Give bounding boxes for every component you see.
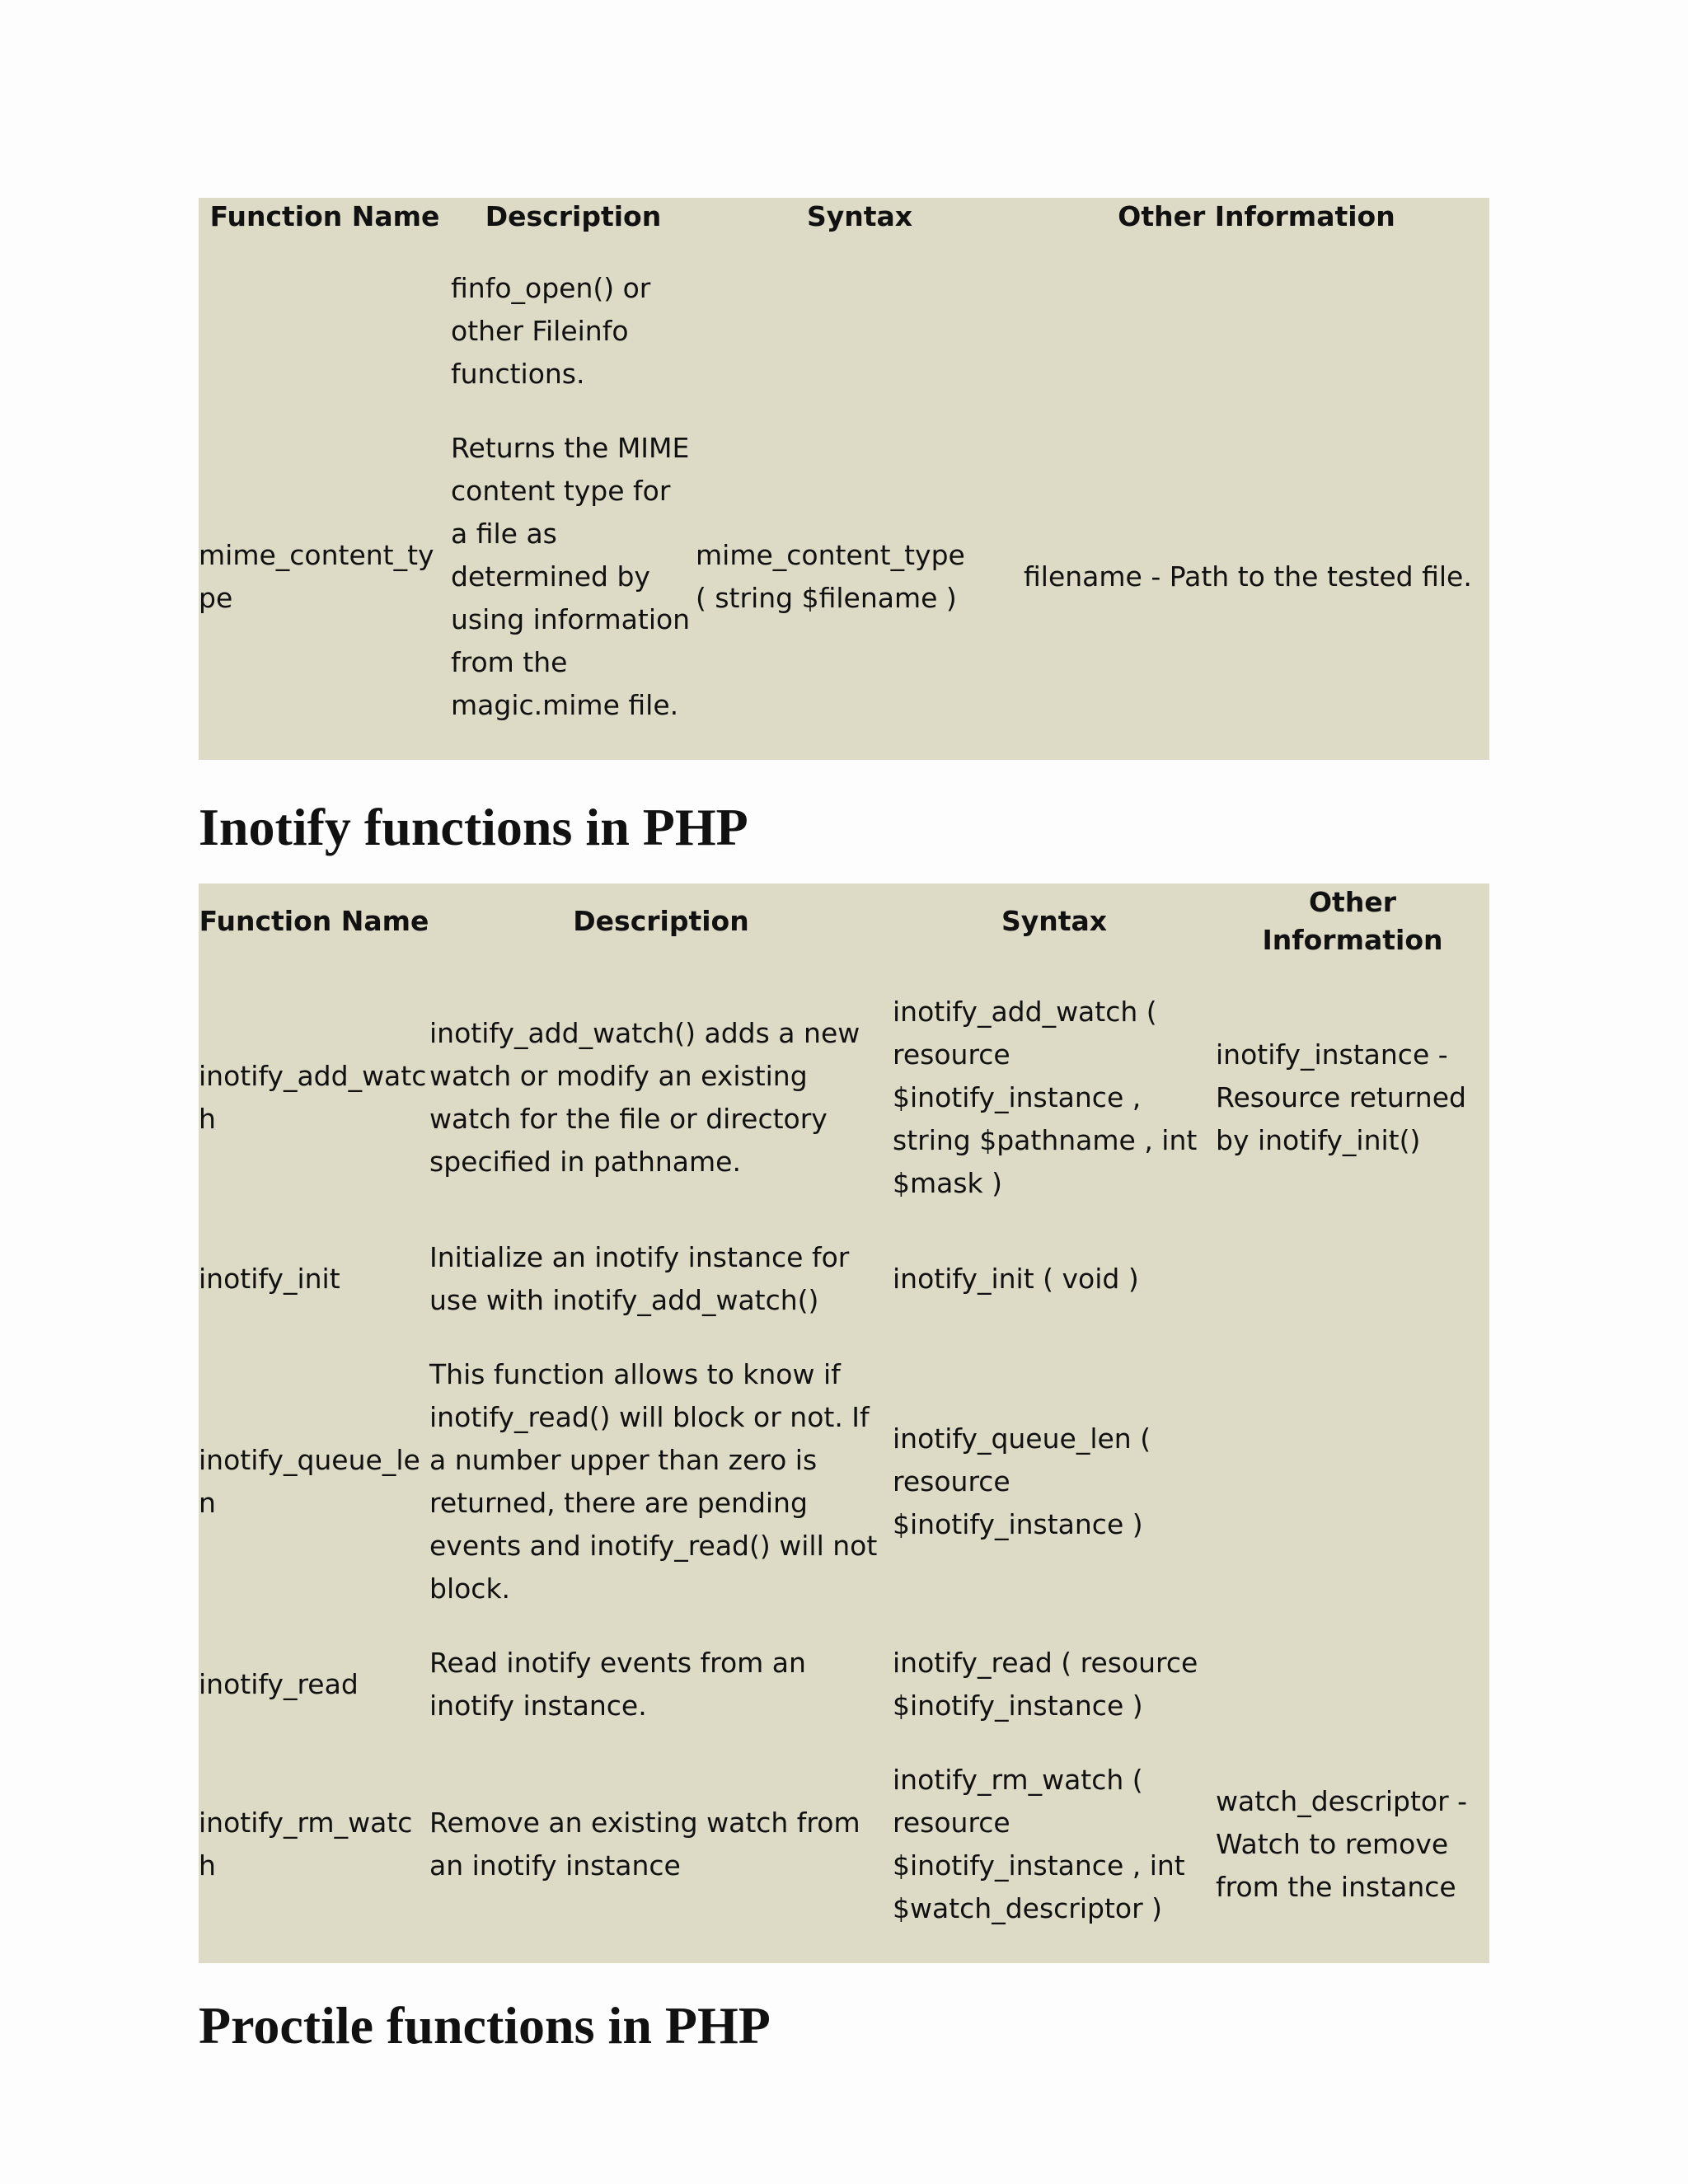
cell-other-information: watch_descriptor - Watch to remove from the instance xyxy=(1216,1785,1468,1903)
cell-syntax: inotify_queue_len ( resource $inotify_instance ) xyxy=(893,1422,1151,1540)
header-syntax: Syntax xyxy=(806,200,913,232)
cell-description: Read inotify events from an inotify instance. xyxy=(429,1647,806,1722)
cell-syntax xyxy=(696,236,1024,396)
table-header-row xyxy=(199,198,1489,236)
header-syntax: Syntax xyxy=(1001,905,1108,937)
header-description: Description xyxy=(485,200,662,232)
mime-functions-table xyxy=(199,198,1489,760)
cell-other-information xyxy=(1216,1205,1489,1322)
header-function-name: Function Name xyxy=(209,200,440,232)
table-row xyxy=(199,1610,1489,1727)
proctile-section-heading: Proctile functions in PHP xyxy=(199,1996,771,2055)
cell-syntax: inotify_read ( resource $inotify_instance ) xyxy=(893,1647,1198,1722)
cell-function-name: inotify_init xyxy=(199,1263,340,1295)
cell-syntax: inotify_add_watch ( resource $inotify_instance , string $pathname , int $mask ) xyxy=(893,996,1198,1199)
cell-syntax: inotify_rm_watch ( resource $inotify_instance , int $watch_descriptor ) xyxy=(893,1764,1185,1924)
cell-other-information: filename - Path to the tested file. xyxy=(1024,560,1472,593)
cell-description: inotify_add_watch() adds a new watch or modify an existing watch for the file or directory specified in pathname. xyxy=(429,1017,860,1178)
table-row xyxy=(199,1205,1489,1322)
cell-function-name: inotify_add_watch xyxy=(199,1060,427,1135)
cell-function-name: inotify_read xyxy=(199,1668,359,1700)
cell-other-information xyxy=(1216,1610,1489,1727)
cell-description: finfo_open() or other Fileinfo functions. xyxy=(451,272,651,390)
document-page xyxy=(199,198,1489,2055)
header-other-information: Other Information xyxy=(1262,886,1443,956)
inotify-section-heading: Inotify functions in PHP xyxy=(199,798,748,856)
cell-description: Remove an existing watch from an inotify instance xyxy=(429,1807,860,1882)
header-function-name: Function Name xyxy=(199,905,429,937)
cell-other-information: inotify_instance - Resource returned by inotify_init() xyxy=(1216,1038,1466,1156)
table-header-row xyxy=(199,883,1489,959)
table-row xyxy=(199,959,1489,1205)
inotify-functions-table xyxy=(199,883,1489,1963)
header-description: Description xyxy=(573,905,749,937)
cell-other-information xyxy=(1024,236,1489,396)
header-other-information: Other Information xyxy=(1118,200,1395,232)
cell-description: This function allows to know if inotify_read() will block or not. If a number upper than zero is returned, there are pending events and inotify_read() will not block. xyxy=(429,1358,878,1605)
cell-function-name: inotify_rm_watch xyxy=(199,1807,413,1882)
cell-description: Returns the MIME content type for a file as determined by using information from the magic.mime file. xyxy=(451,432,691,721)
cell-description: Initialize an inotify instance for use with inotify_add_watch() xyxy=(429,1241,850,1316)
cell-function-name: inotify_queue_len xyxy=(199,1444,420,1519)
table-row xyxy=(199,1322,1489,1610)
table-row xyxy=(199,1727,1489,1963)
table-row xyxy=(199,396,1489,760)
table-row xyxy=(199,236,1489,396)
cell-other-information xyxy=(1216,1322,1489,1610)
cell-syntax: mime_content_type ( string $filename ) xyxy=(696,539,965,614)
cell-syntax: inotify_init ( void ) xyxy=(893,1263,1139,1295)
cell-function-name xyxy=(199,236,451,396)
cell-function-name: mime_content_type xyxy=(199,539,434,614)
